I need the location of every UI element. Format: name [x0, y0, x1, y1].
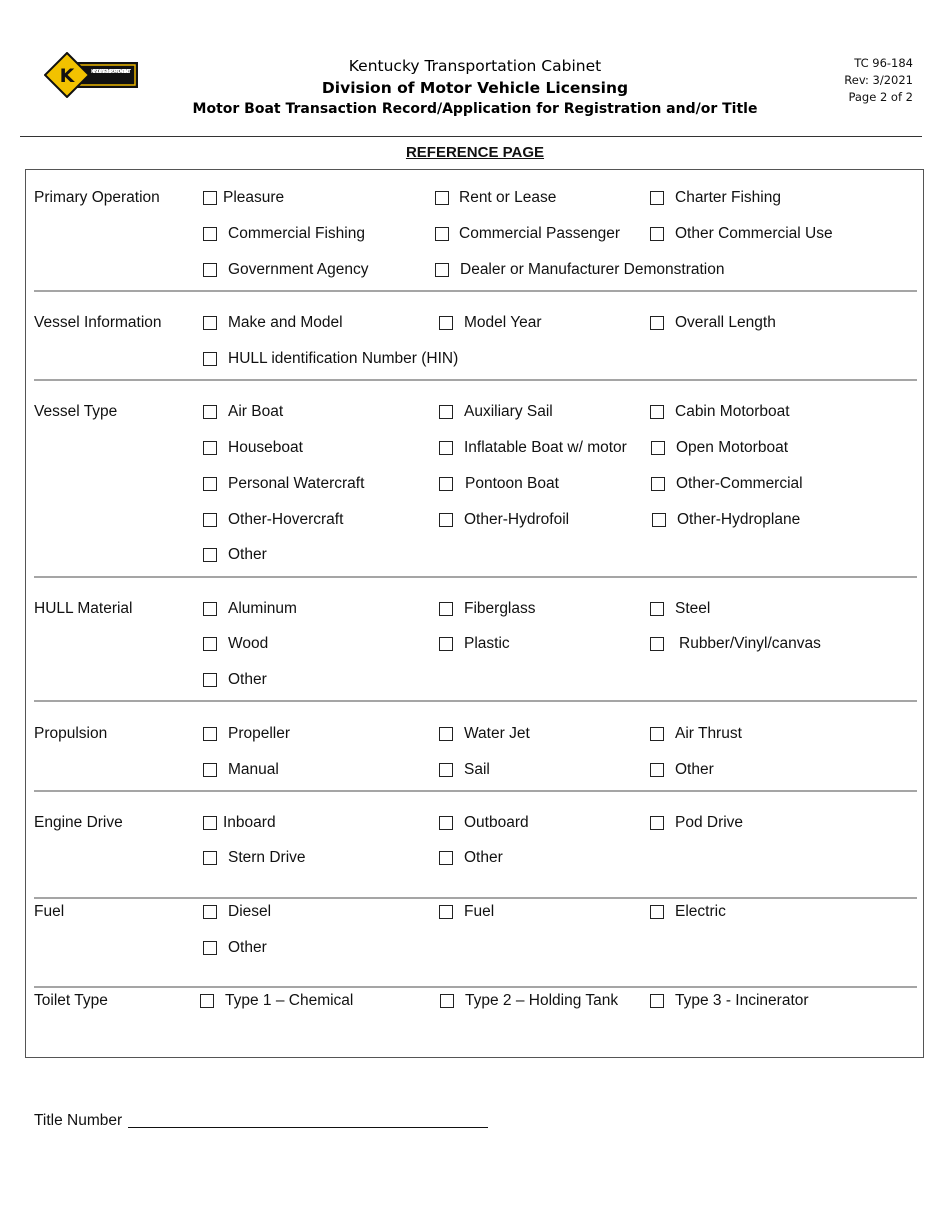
checkbox-electric[interactable]: [650, 905, 664, 919]
section-divider: [34, 576, 917, 578]
section-label-engine-drive: Engine Drive: [34, 814, 123, 831]
option-label: Inflatable Boat w/ motor: [464, 439, 627, 456]
option-label: Air Boat: [228, 403, 284, 420]
option-label: Make and Model: [228, 314, 343, 331]
checkbox-fiberglass[interactable]: [439, 602, 453, 616]
form-number: TC 96-184: [854, 56, 913, 70]
option-label: Other: [228, 546, 267, 563]
reference-page-title: REFERENCE PAGE: [405, 144, 545, 161]
option-label: Other Commercial Use: [675, 225, 833, 242]
form-title: Motor Boat Transaction Record/Application for Registration and/or Title: [192, 101, 758, 117]
checkbox-outboard[interactable]: [439, 816, 453, 830]
section-label-propulsion: Propulsion: [34, 725, 108, 742]
title-number-label: Title Number: [34, 1112, 123, 1129]
option-label: Pod Drive: [675, 814, 744, 831]
checkbox-houseboat[interactable]: [203, 441, 217, 455]
option-label: Auxiliary Sail: [464, 403, 553, 420]
section-divider: [34, 897, 917, 899]
checkbox-other-commercial-use[interactable]: [650, 227, 664, 241]
checkbox-other-hydroplane[interactable]: [652, 513, 666, 527]
checkbox-personal-watercraft[interactable]: [203, 477, 217, 491]
option-label: Rent or Lease: [459, 189, 557, 206]
option-label: Plastic: [464, 635, 510, 652]
checkbox-other-hovercraft[interactable]: [203, 513, 217, 527]
option-label: Pleasure: [223, 189, 285, 206]
option-label: Steel: [675, 600, 711, 617]
option-label: Dealer or Manufacturer Demonstration: [460, 261, 725, 278]
option-label: Overall Length: [675, 314, 776, 331]
option-label: Fiberglass: [464, 600, 536, 617]
checkbox-water-jet[interactable]: [439, 727, 453, 741]
option-label: Commercial Passenger: [459, 225, 621, 242]
option-label: Other: [228, 671, 267, 688]
option-label: Government Agency: [228, 261, 369, 278]
checkbox-model-year[interactable]: [439, 316, 453, 330]
option-label: Electric: [675, 903, 726, 920]
option-label: Personal Watercraft: [228, 475, 365, 492]
option-label: Other-Hydroplane: [677, 511, 801, 528]
section-label-primary-operation: Primary Operation: [34, 189, 160, 206]
checkbox-inflatable-boat[interactable]: [439, 441, 453, 455]
checkbox-other-hydrofoil[interactable]: [439, 513, 453, 527]
option-label: Air Thrust: [675, 725, 742, 742]
checkbox-type-2-holding-tank[interactable]: [440, 994, 454, 1008]
option-label: Inboard: [223, 814, 276, 831]
option-label: Other-Hovercraft: [228, 511, 344, 528]
checkbox-air-thrust[interactable]: [650, 727, 664, 741]
checkbox-aluminum[interactable]: [203, 602, 217, 616]
option-label: Type 1 – Chemical: [225, 992, 354, 1009]
checkbox-engine-drive-other[interactable]: [439, 851, 453, 865]
option-label: Fuel: [464, 903, 495, 920]
checkbox-overall-length[interactable]: [650, 316, 664, 330]
checkbox-make-and-model[interactable]: [203, 316, 217, 330]
option-label: Other-Commercial: [676, 475, 803, 492]
checkbox-pod-drive[interactable]: [650, 816, 664, 830]
option-label: Open Motorboat: [676, 439, 789, 456]
section-divider: [34, 379, 917, 381]
checkbox-type-1-chemical[interactable]: [200, 994, 214, 1008]
checkbox-rubber-vinyl-canvas[interactable]: [650, 637, 664, 651]
form-meta: [844, 55, 913, 106]
checkbox-dealer-demonstration[interactable]: [435, 263, 449, 277]
section-divider: [34, 986, 917, 988]
checkbox-type-3-incinerator[interactable]: [650, 994, 664, 1008]
option-label: Other-Hydrofoil: [464, 511, 570, 528]
logo-letter: K: [59, 65, 75, 87]
checkbox-stern-drive[interactable]: [203, 851, 217, 865]
section-label-vessel-information: Vessel Information: [34, 314, 162, 331]
checkbox-government-agency[interactable]: [203, 263, 217, 277]
option-label: Pontoon Boat: [465, 475, 559, 492]
option-label: Charter Fishing: [675, 189, 781, 206]
checkbox-cabin-motorboat[interactable]: [650, 405, 664, 419]
division-name: Division of Motor Vehicle Licensing: [321, 79, 629, 97]
checkbox-auxiliary-sail[interactable]: [439, 405, 453, 419]
checkbox-commercial-passenger[interactable]: [435, 227, 449, 241]
checkbox-fuel-other[interactable]: [203, 941, 217, 955]
checkbox-rent-or-lease[interactable]: [435, 191, 449, 205]
option-label: Propeller: [228, 725, 291, 742]
section-label-toilet-type: Toilet Type: [34, 992, 108, 1009]
checkbox-vessel-type-other[interactable]: [203, 548, 217, 562]
checkbox-fuel[interactable]: [439, 905, 453, 919]
option-label: Rubber/Vinyl/canvas: [679, 635, 821, 652]
option-label: Manual: [228, 761, 279, 778]
checkbox-hull-other[interactable]: [203, 673, 217, 687]
option-label: Cabin Motorboat: [675, 403, 790, 420]
logo-wordmark: KENTUCKY TRANSPORTATION CABINET: [91, 69, 131, 75]
option-label: Wood: [228, 635, 269, 652]
checkbox-pontoon-boat[interactable]: [439, 477, 453, 491]
title-number-field[interactable]: [128, 1127, 488, 1128]
form-revision: Rev: 3/2021: [844, 73, 913, 87]
option-label: Water Jet: [464, 725, 530, 742]
checkbox-hin[interactable]: [203, 352, 217, 366]
option-label: Type 2 – Holding Tank: [465, 992, 619, 1009]
section-label-fuel: Fuel: [34, 903, 65, 920]
agency-name: Kentucky Transportation Cabinet: [348, 57, 602, 75]
option-label: Type 3 - Incinerator: [675, 992, 809, 1009]
section-divider: [34, 790, 917, 792]
option-label: Stern Drive: [228, 849, 306, 866]
section-divider: [34, 290, 917, 292]
section-label-vessel-type: Vessel Type: [34, 403, 118, 420]
section-label-hull-material: HULL Material: [34, 600, 133, 617]
checkbox-steel[interactable]: [650, 602, 664, 616]
option-label: Outboard: [464, 814, 529, 831]
option-label: Sail: [464, 761, 490, 778]
option-label: Houseboat: [228, 439, 303, 456]
option-label: Other: [464, 849, 503, 866]
checkbox-air-boat[interactable]: [203, 405, 217, 419]
checkbox-propeller[interactable]: [203, 727, 217, 741]
option-label: Commercial Fishing: [228, 225, 365, 242]
option-label: Other: [228, 939, 267, 956]
option-label: Aluminum: [228, 600, 297, 617]
checkbox-diesel[interactable]: [203, 905, 217, 919]
checkbox-pleasure[interactable]: [203, 191, 217, 205]
checkbox-charter-fishing[interactable]: [650, 191, 664, 205]
page-indicator: Page 2 of 2: [848, 90, 913, 104]
checkbox-plastic[interactable]: [439, 637, 453, 651]
checkbox-wood[interactable]: [203, 637, 217, 651]
checkbox-other-commercial[interactable]: [651, 477, 665, 491]
option-label: HULL identification Number (HIN): [228, 350, 459, 367]
checkbox-commercial-fishing[interactable]: [203, 227, 217, 241]
checkbox-propulsion-other[interactable]: [650, 763, 664, 777]
checkbox-inboard[interactable]: [203, 816, 217, 830]
checkbox-manual[interactable]: [203, 763, 217, 777]
section-divider: [34, 700, 917, 702]
checkbox-open-motorboat[interactable]: [651, 441, 665, 455]
option-label: Diesel: [228, 903, 272, 920]
option-label: Other: [675, 761, 714, 778]
checkbox-sail[interactable]: [439, 763, 453, 777]
option-label: Model Year: [464, 314, 542, 331]
header-divider: [20, 136, 922, 137]
